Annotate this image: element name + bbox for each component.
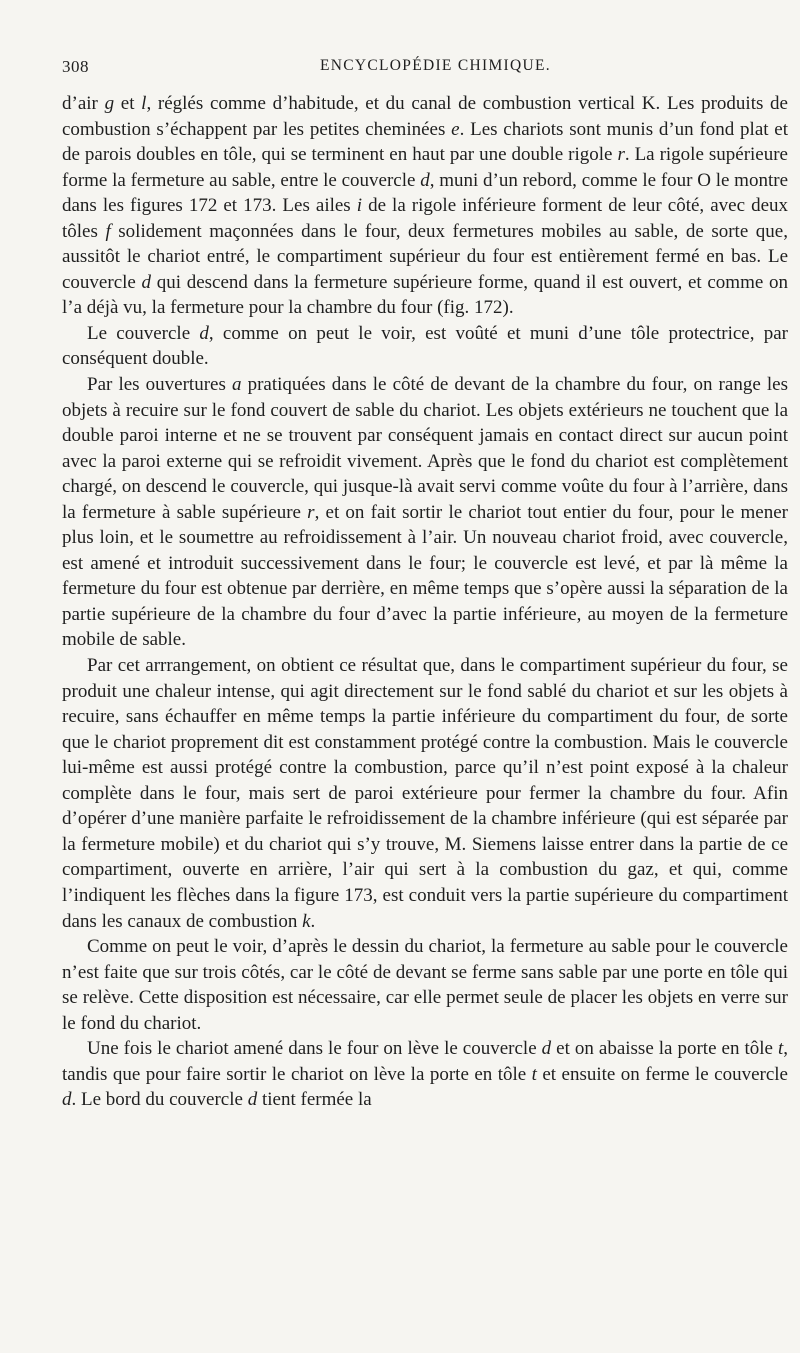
paragraph-2: Le couvercle d, comme on peut le voir, est voûté et muni d’une tôle protectrice, par conséquent double. (62, 322, 788, 370)
paragraph-6: Une fois le chariot amené dans le four on lève le couvercle d et on abaisse la porte en tôle t, tandis que pour faire sortir le chariot on lève la porte en tôle t et ensuite on ferme le couvercle d. Le bord du couvercle d tient fermée la (62, 1038, 788, 1111)
running-head (62, 57, 780, 83)
page-number: 308 (62, 57, 89, 76)
running-title: ENCYCLOPÉDIE CHIMIQUE. (320, 57, 551, 74)
body-text (62, 91, 788, 1113)
paragraph-3: Par les ouvertures a pratiquées dans le côté de devant de la chambre du four, on range les objets à recuire sur le fond couvert de sable du chariot. Les objets extérieurs ne touchent que la double paroi interne et ne se trouvent par conséquent jamais en contact direct sur aucun point avec la paroi externe qui se refroidit vivement. Après que le fond du chariot est complètement chargé, on descend le couvercle, qui jusque-là avait servi comme voûte du four à l’arrière, dans la fermeture à sable supérieure r, et on fait sortir le chariot tout entier du four, pour le mener plus loin, et le soumettre au refroidissement à l’air. Un nouveau chariot froid, avec couvercle, est amené et introduit successivement dans le four; le couvercle est levé, et par là même la fermeture du four est obtenue par derrière, en même temps que s’opère aussi la séparation de la partie supérieure de la chambre du four d’avec la partie inférieure, au moyen de la fermeture mobile de sable. (62, 374, 788, 651)
paragraph-4: Par cet arrrangement, on obtient ce résultat que, dans le compartiment supérieur du four, se produit une chaleur intense, qui agit directement sur le fond sablé du chariot et sur les objets à recuire, sans échauffer en même temps la partie inférieure du compartiment du four, de sorte que le chariot proprement dit est constamment protégé contre la combustion. Mais le couvercle lui-même est aussi protégé contre la combustion, parce qu’il n’est point exposé à la chaleur complète dans le four, mais sert de paroi extérieure pour fermer la chambre du four. Afin d’opérer d’une manière parfaite le refroidissement de la chambre inférieure (qui est séparée par la fermeture mobile) et du chariot qui s’y trouve, M. Siemens laisse entrer dans la partie de ce compartiment, ouverte en arrière, l’air qui sert à la combustion du gaz, et qui, comme l’indiquent les flèches dans la figure 173, est conduit vers la partie supérieure du compartiment dans les canaux de combustion k. (62, 655, 788, 932)
paragraph-1: d’air g et l, réglés comme d’habitude, et du canal de combustion vertical K. Les produits de combustion s’échappent par les petites cheminées e. Les chariots sont munis d’un fond plat et de parois doubles en tôle, qui se terminent en haut par une double rigole r. La rigole supérieure forme la fermeture au sable, entre le couvercle d, muni d’un rebord, comme le four O le montre dans les figures 172 et 173. Les ailes i de la rigole inférieure forment de leur côté, avec deux tôles f solidement maçonnées dans le four, deux fermetures mobiles au sable, de sorte que, aussitôt le chariot entré, le compartiment supérieur du four est entièrement fermé en bas. Le couvercle d qui descend dans la fermeture supérieure forme, quand il est ouvert, et comme on l’a déjà vu, la fermeture pour la chambre du four (fig. 172). (62, 93, 789, 319)
paragraph-5: Comme on peut le voir, d’après le dessin du chariot, la fermeture au sable pour le couvercle n’est faite que sur trois côtés, car le côté de devant se ferme sans sable par une porte en tôle qui se relève. Cette disposition est nécessaire, car elle permet seule de placer les objets en verre sur le fond du chariot. (62, 936, 788, 1034)
